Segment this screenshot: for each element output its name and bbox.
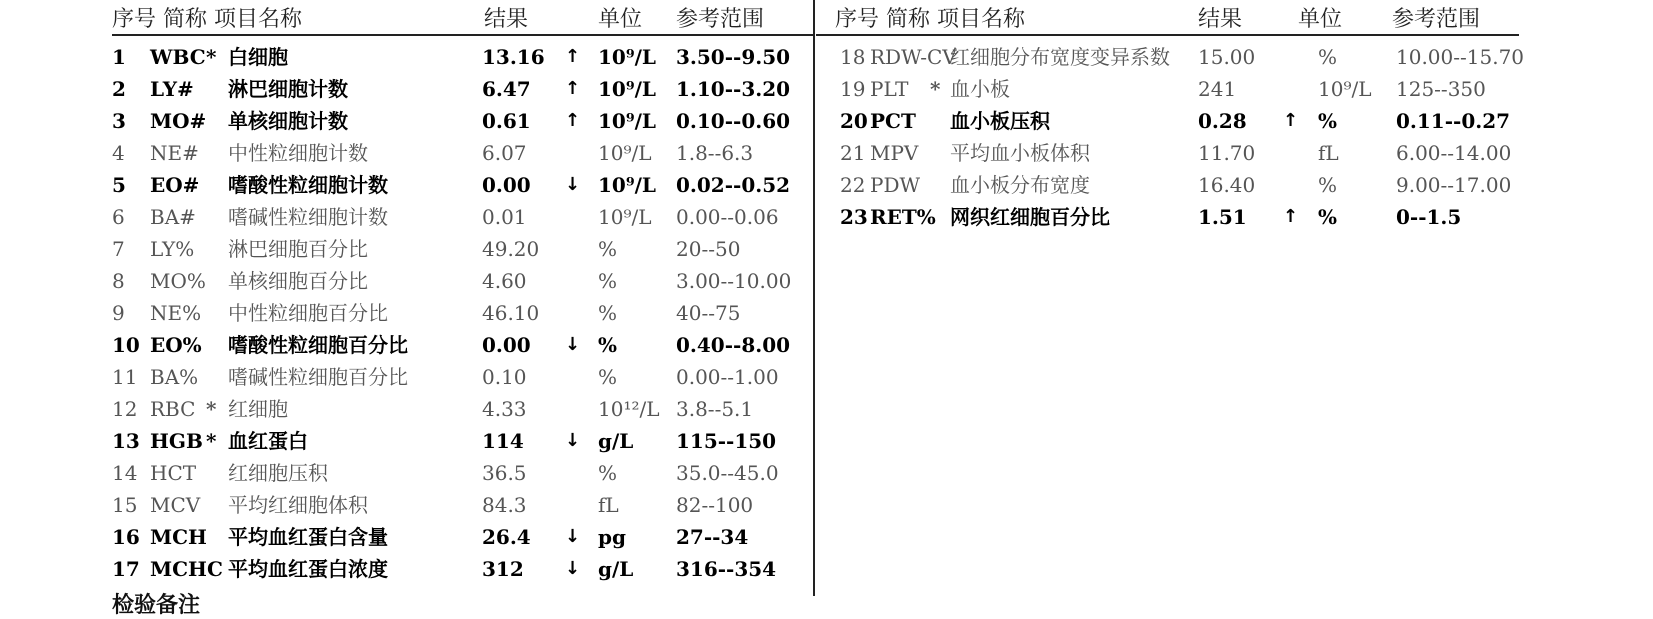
result-row — [0, 234, 812, 264]
row-abbr: BA# — [150, 205, 196, 229]
row-result: 0.00 — [482, 333, 531, 357]
row-abbr: LY% — [150, 237, 195, 261]
left-header-ref: 参考范围 — [676, 7, 765, 32]
row-name: 红细胞 — [228, 397, 288, 421]
row-result: 84.3 — [482, 493, 527, 517]
row-ref-range: 0.02--0.52 — [676, 173, 791, 197]
result-row — [0, 394, 812, 424]
result-row — [0, 298, 812, 328]
row-ref-range: 10.00--15.70 — [1396, 45, 1525, 69]
row-abbr: NE% — [150, 301, 202, 325]
row-ref-range: 1.10--3.20 — [676, 77, 791, 101]
row-seq: 17 — [112, 557, 140, 581]
row-seq: 2 — [112, 77, 126, 101]
result-row — [0, 170, 1653, 200]
row-abbr: RDW-CV — [870, 45, 957, 69]
row-name: 血小板分布宽度 — [950, 173, 1090, 197]
row-name: 中性粒细胞计数 — [228, 141, 368, 165]
row-seq: 10 — [112, 333, 140, 357]
row-unit: 10⁹/L — [598, 109, 656, 133]
row-seq: 15 — [112, 493, 138, 517]
row-name: 网织红细胞百分比 — [950, 205, 1110, 229]
row-ref-range: 82--100 — [676, 493, 754, 517]
row-ref-range: 0.11--0.27 — [1396, 109, 1511, 133]
row-unit: 10⁹/L — [598, 173, 656, 197]
row-seq: 22 — [840, 173, 866, 197]
result-row — [0, 426, 812, 456]
row-abbr: LY# — [150, 77, 194, 101]
row-abbr: EO% — [150, 333, 202, 357]
row-seq: 3 — [112, 109, 126, 133]
row-ref-range: 3.00--10.00 — [676, 269, 792, 293]
row-name: 平均血红蛋白浓度 — [228, 557, 388, 581]
row-abbr: MO# — [150, 109, 207, 133]
row-star: * — [206, 397, 217, 421]
row-unit: g/L — [598, 429, 634, 453]
row-name: 红细胞分布宽度变异系数 — [950, 45, 1170, 69]
row-ref-range: 0.10--0.60 — [676, 109, 791, 133]
row-ref-range: 115--150 — [676, 429, 777, 453]
row-unit: 10⁹/L — [598, 205, 652, 229]
row-ref-range: 20--50 — [676, 237, 741, 261]
row-unit: 10¹²/L — [598, 397, 660, 421]
row-name: 血小板压积 — [950, 109, 1050, 133]
row-name: 中性粒细胞百分比 — [228, 301, 388, 325]
right-header-unit: 单位 — [1298, 7, 1343, 32]
right-header-result: 结果 — [1198, 7, 1243, 32]
left-header-rule — [112, 34, 814, 36]
row-unit: g/L — [598, 557, 634, 581]
result-row — [0, 202, 1653, 232]
row-name: 嗜酸性粒细胞计数 — [228, 173, 388, 197]
row-seq: 21 — [840, 141, 866, 165]
result-row — [0, 458, 812, 488]
row-result: 16.40 — [1198, 173, 1256, 197]
row-unit: 10⁹/L — [598, 45, 656, 69]
row-seq: 16 — [112, 525, 140, 549]
result-row — [0, 362, 812, 392]
row-star: * — [206, 45, 217, 69]
row-abbr: MO% — [150, 269, 206, 293]
row-name: 嗜碱性粒细胞计数 — [228, 205, 388, 229]
row-ref-range: 3.50--9.50 — [676, 45, 791, 69]
row-unit: % — [598, 461, 618, 485]
row-seq: 13 — [112, 429, 140, 453]
row-abbr: PLT — [870, 77, 909, 101]
row-unit: % — [598, 365, 618, 389]
row-name: 平均红细胞体积 — [228, 493, 368, 517]
row-ref-range: 0--1.5 — [1396, 205, 1462, 229]
row-unit: % — [1318, 205, 1338, 229]
row-name: 单核细胞计数 — [228, 109, 348, 133]
row-result: 0.61 — [482, 109, 531, 133]
row-result: 46.10 — [482, 301, 540, 325]
left-header-unit: 单位 — [598, 7, 643, 32]
row-seq: 9 — [112, 301, 125, 325]
row-ref-range: 27--34 — [676, 525, 749, 549]
row-result: 0.00 — [482, 173, 531, 197]
left-header-result: 结果 — [484, 7, 529, 32]
row-ref-range: 0.00--1.00 — [676, 365, 779, 389]
row-seq: 12 — [112, 397, 138, 421]
row-seq: 20 — [840, 109, 868, 133]
row-flag-arrow: ↓ — [565, 430, 581, 451]
row-name: 嗜酸性粒细胞百分比 — [228, 333, 408, 357]
row-seq: 14 — [112, 461, 138, 485]
result-row — [0, 330, 812, 360]
remarks-label: 检验备注 — [112, 593, 201, 618]
row-unit: % — [1318, 45, 1338, 69]
row-ref-range: 3.8--5.1 — [676, 397, 754, 421]
row-ref-range: 6.00--14.00 — [1396, 141, 1512, 165]
row-seq: 7 — [112, 237, 125, 261]
row-abbr: MCH — [150, 525, 207, 549]
row-flag-arrow: ↓ — [565, 558, 581, 579]
row-unit: 10⁹/L — [598, 141, 652, 165]
row-abbr: WBC — [150, 45, 206, 69]
row-abbr: PCT — [870, 109, 916, 133]
row-unit: 10⁹/L — [598, 77, 656, 101]
row-result: 6.07 — [482, 141, 527, 165]
row-seq: 23 — [840, 205, 868, 229]
row-abbr: HGB — [150, 429, 203, 453]
row-seq: 19 — [840, 77, 866, 101]
row-abbr: BA% — [150, 365, 199, 389]
row-result: 0.01 — [482, 205, 527, 229]
row-unit: % — [598, 237, 618, 261]
row-unit: % — [598, 269, 618, 293]
row-name: 血红蛋白 — [228, 429, 308, 453]
row-name: 血小板 — [950, 77, 1010, 101]
right-header-rule — [816, 34, 1519, 36]
row-star: * — [206, 429, 217, 453]
row-unit: % — [598, 333, 618, 357]
row-unit: fL — [598, 493, 619, 517]
row-flag-arrow: ↑ — [565, 110, 581, 131]
row-result: 11.70 — [1198, 141, 1256, 165]
row-unit: % — [598, 301, 618, 325]
row-result: 15.00 — [1198, 45, 1256, 69]
row-ref-range: 35.0--45.0 — [676, 461, 779, 485]
row-abbr: MCV — [150, 493, 201, 517]
row-seq: 18 — [840, 45, 866, 69]
row-flag-arrow: ↑ — [565, 46, 581, 67]
row-result: 1.51 — [1198, 205, 1247, 229]
row-abbr: MCHC — [150, 557, 223, 581]
row-result: 13.16 — [482, 45, 545, 69]
row-flag-arrow: ↓ — [565, 334, 581, 355]
result-row — [0, 74, 1653, 104]
row-name: 淋巴细胞百分比 — [228, 237, 368, 261]
row-abbr: MPV — [870, 141, 919, 165]
result-row — [0, 42, 1653, 72]
row-name: 嗜碱性粒细胞百分比 — [228, 365, 408, 389]
row-seq: 5 — [112, 173, 126, 197]
row-ref-range: 125--350 — [1396, 77, 1486, 101]
row-seq: 1 — [112, 45, 126, 69]
row-result: 36.5 — [482, 461, 527, 485]
row-flag-arrow: ↓ — [565, 174, 581, 195]
row-result: 241 — [1198, 77, 1237, 101]
row-name: 淋巴细胞计数 — [228, 77, 348, 101]
row-ref-range: 0.40--8.00 — [676, 333, 791, 357]
row-abbr: RBC — [150, 397, 196, 421]
row-seq: 11 — [112, 365, 138, 389]
row-result: 114 — [482, 429, 524, 453]
row-abbr: RET% — [870, 205, 936, 229]
row-flag-arrow: ↑ — [565, 78, 581, 99]
row-star: * — [930, 77, 941, 101]
right-header-ref: 参考范围 — [1392, 7, 1481, 32]
row-ref-range: 40--75 — [676, 301, 741, 325]
row-ref-range: 0.00--0.06 — [676, 205, 779, 229]
row-result: 26.4 — [482, 525, 531, 549]
row-result: 312 — [482, 557, 524, 581]
row-unit: 10⁹/L — [1318, 77, 1372, 101]
result-row — [0, 138, 1653, 168]
left-header-seq-abbr-name: 序号 简称 项目名称 — [112, 7, 302, 32]
row-abbr: HCT — [150, 461, 197, 485]
row-result: 49.20 — [482, 237, 540, 261]
row-flag-arrow: ↓ — [565, 526, 581, 547]
right-header-seq-abbr-name: 序号 简称 项目名称 — [835, 7, 1025, 32]
result-row — [0, 106, 1653, 136]
row-seq: 8 — [112, 269, 125, 293]
row-name: 平均血红蛋白含量 — [228, 525, 388, 549]
row-unit: pg — [598, 525, 626, 549]
row-ref-range: 316--354 — [676, 557, 777, 581]
result-row — [0, 554, 812, 584]
result-row — [0, 266, 812, 296]
row-abbr: NE# — [150, 141, 199, 165]
row-result: 0.10 — [482, 365, 527, 389]
row-name: 白细胞 — [228, 45, 288, 69]
result-row — [0, 490, 812, 520]
result-row — [0, 522, 812, 552]
row-result: 4.33 — [482, 397, 527, 421]
row-flag-arrow: ↑ — [1283, 110, 1299, 131]
row-unit: % — [1318, 109, 1338, 133]
row-result: 4.60 — [482, 269, 527, 293]
row-result: 0.28 — [1198, 109, 1247, 133]
row-result: 6.47 — [482, 77, 531, 101]
row-name: 平均血小板体积 — [950, 141, 1090, 165]
row-unit: % — [1318, 173, 1338, 197]
row-abbr: EO# — [150, 173, 200, 197]
row-seq: 4 — [112, 141, 125, 165]
row-abbr: PDW — [870, 173, 921, 197]
row-ref-range: 9.00--17.00 — [1396, 173, 1512, 197]
row-unit: fL — [1318, 141, 1339, 165]
row-seq: 6 — [112, 205, 125, 229]
row-flag-arrow: ↑ — [1283, 206, 1299, 227]
row-name: 单核细胞百分比 — [228, 269, 368, 293]
row-ref-range: 1.8--6.3 — [676, 141, 754, 165]
row-name: 红细胞压积 — [228, 461, 328, 485]
